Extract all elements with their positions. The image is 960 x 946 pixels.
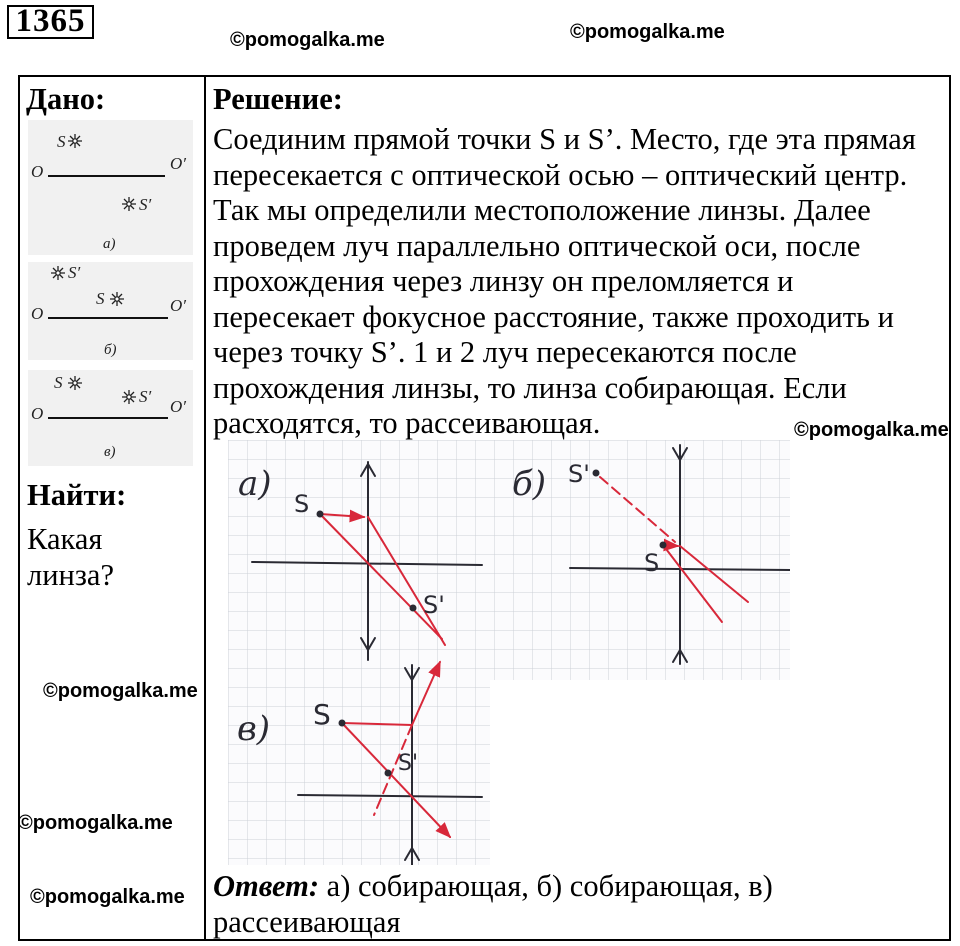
image-point: [385, 770, 392, 777]
solution-line: прохождения линзы, то линза собирающая. Если: [213, 370, 847, 405]
light-source-icon: [110, 292, 124, 306]
image-point-icon: [122, 197, 136, 211]
source-point: [660, 542, 667, 549]
image-point-icon: [51, 266, 65, 280]
source-label: S: [54, 373, 63, 392]
watermark: ©pomogalka.me: [30, 886, 185, 908]
solution-line: проведем луч параллельно оптической оси, после: [213, 228, 861, 263]
solution-line: Так мы определили местоположение линзы. Далее: [213, 193, 871, 227]
solution-line: пересекает фокусное расстояние, также проходить и: [213, 299, 894, 334]
solution-line: Соединим прямой точки S и S’. Место, где эта прямая: [213, 122, 916, 156]
image-point-icon: [122, 390, 136, 404]
solution-line: пересекается с оптической осью – оптический центр.: [213, 157, 908, 192]
source-label: S: [294, 490, 310, 518]
watermark: ©pomogalka.me: [570, 21, 725, 43]
image-point: [593, 470, 600, 477]
diagram-label: в): [104, 444, 116, 460]
column-divider: [204, 75, 206, 941]
axis-start-label: O: [31, 404, 44, 423]
given-diagram-b-canvas: [28, 262, 193, 360]
solution-text: [213, 122, 945, 442]
axis-end-label: O′: [170, 397, 186, 416]
solution-heading: Решение:: [213, 82, 343, 116]
source-point: [317, 511, 324, 518]
grid-lines: [228, 440, 790, 865]
sketch-label: а): [238, 464, 272, 504]
source-label: S: [313, 698, 331, 731]
given-diagram-b: [28, 262, 193, 360]
watermark: ©pomogalka.me: [230, 29, 385, 51]
solution-line: расходятся, то рассеивающая.: [213, 406, 601, 440]
watermark: ©pomogalka.me: [18, 812, 173, 834]
image-label: S': [398, 751, 419, 776]
find-question: Какая линза?: [27, 522, 114, 592]
image-label: S′: [139, 387, 152, 406]
image-label: S′: [68, 263, 81, 282]
given-diagram-c-canvas: [28, 370, 193, 466]
answer: [213, 868, 945, 940]
sketch-label: в): [237, 709, 271, 749]
source-label: S: [644, 549, 660, 577]
axis-end-label: O′: [170, 154, 186, 173]
source-point: [339, 720, 346, 727]
solution-line: прохождения через линзу он преломляется и: [213, 264, 794, 298]
axis-start-label: O: [31, 162, 44, 181]
given-diagram-a-canvas: [28, 120, 193, 255]
diagram-label: б): [104, 342, 117, 358]
sketch-label: б): [512, 464, 547, 504]
image-label: S′: [139, 195, 152, 214]
sketch-canvas: [228, 440, 790, 865]
light-source-icon: [68, 134, 82, 148]
image-label: S': [568, 460, 590, 488]
solution-line: через точку S’. 1 и 2 луч пересекаются после: [213, 335, 797, 369]
watermark: ©pomogalka.me: [794, 419, 949, 441]
solution-sketches: [228, 440, 790, 865]
watermark: ©pomogalka.me: [43, 680, 198, 702]
find-heading: Найти:: [27, 478, 127, 512]
answer-label: Ответ:: [213, 869, 320, 903]
given-diagram-c: [28, 370, 193, 466]
image-label: S': [423, 591, 445, 619]
source-label: S: [96, 289, 105, 308]
diagram-label: а): [103, 236, 116, 252]
source-label: S: [57, 132, 66, 151]
axis-end-label: O′: [170, 296, 186, 315]
light-source-icon: [68, 376, 82, 390]
axis-start-label: O: [31, 304, 44, 323]
given-diagram-a: [28, 120, 193, 255]
problem-number: 1365: [7, 5, 94, 39]
image-point: [410, 605, 417, 612]
given-heading: Дано:: [26, 82, 106, 116]
answer-text: а) собирающая, б) собирающая, в) рассеивающая: [213, 869, 773, 939]
